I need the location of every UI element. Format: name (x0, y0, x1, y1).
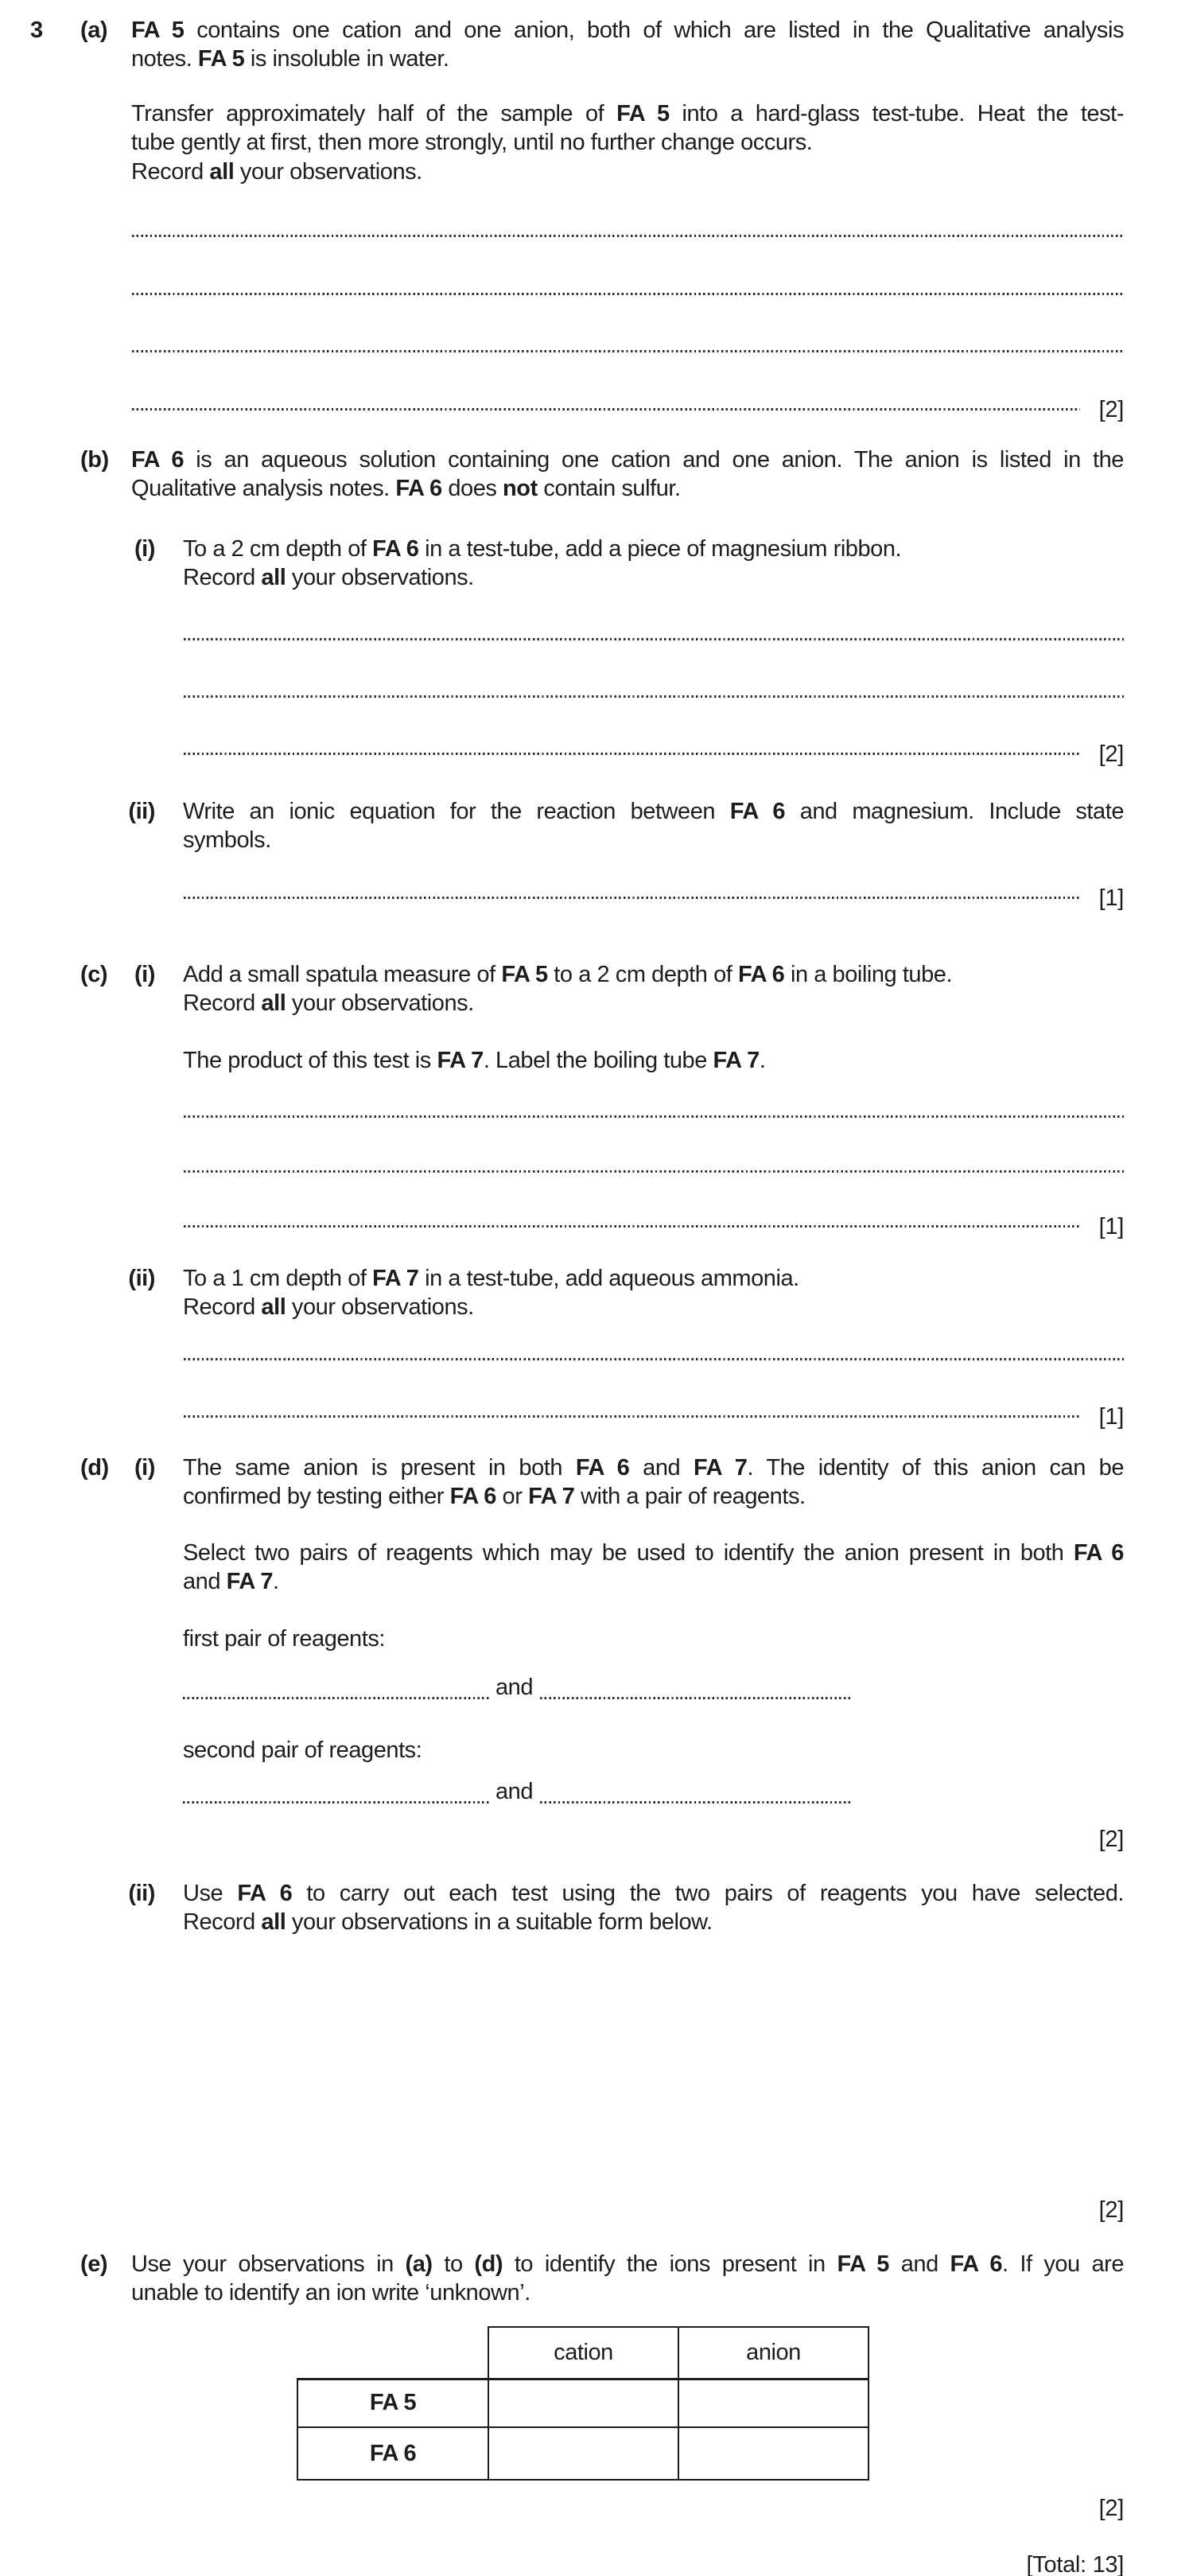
marks-badge-b-i: [2] (1098, 741, 1124, 767)
sub-label-b-i: (i) (134, 536, 155, 562)
answer-cell-fa5-anion (678, 2379, 869, 2427)
and-label: and (495, 1675, 534, 1700)
question-text-a-instruction: Transfer approximately half of the sample of FA 5 into a hard-glass test-tube. Heat the test- tube gently at first, then more strongly, until no further change occurs. (131, 101, 1124, 155)
part-label-d: (d) (80, 1455, 109, 1481)
reagent-pair-line-2 (183, 1777, 850, 1806)
question-text-e: Use your observations in (a) to (d) to identify the ions present in FA 5 and FA 6. If you are unable to identify an ion write ‘unknown’. (131, 2251, 1125, 2306)
answer-line (184, 1358, 1124, 1360)
question-text-d-ii: Use FA 6 to carry out each test using the two pairs of reagents you have selected. Record all your observations in a suitable form below. (183, 1881, 1124, 1935)
answer-line (184, 753, 1080, 755)
answer-cell-fa5-cation (488, 2379, 678, 2427)
sub-label-c-ii: (ii) (128, 1266, 155, 1291)
answer-line (183, 1801, 490, 1804)
first-pair-label: first pair of reagents: (183, 1626, 385, 1652)
answer-line (540, 1801, 850, 1804)
part-label-b: (b) (80, 447, 109, 473)
second-pair-label: second pair of reagents: (183, 1737, 422, 1763)
question-text-a-intro: FA 5 contains one cation and one anion, both of which are listed in the Qualitative analysis notes. FA 5 is insoluble in water. (131, 18, 1124, 72)
marks-badge-e: [2] (1098, 2496, 1124, 2521)
question-text-a-record: Record all your observations. (131, 159, 422, 185)
question-number: 3 (30, 18, 43, 43)
answer-line (184, 695, 1124, 698)
answer-line (184, 897, 1080, 899)
part-label-e: (e) (80, 2251, 108, 2277)
question-text-c-i-product: The product of this test is FA 7. Label the boiling tube FA 7. (183, 1048, 766, 1073)
question-text-c-ii: To a 1 cm depth of FA 7 in a test-tube, add aqueous ammonia. Record all your observations. (183, 1266, 799, 1320)
table-header-anion: anion (678, 2327, 869, 2379)
marks-badge-d-i: [2] (1098, 1827, 1124, 1852)
sub-label-c-i: (i) (134, 962, 155, 987)
sub-label-b-ii: (ii) (128, 799, 155, 824)
question-text-b-ii: Write an ionic equation for the reaction between FA 6 and magnesium. Include state symbols. (183, 799, 1124, 853)
reagent-pair-line-1 (183, 1673, 850, 1702)
table-row-label-fa5: FA 5 (297, 2379, 488, 2427)
answer-line (540, 1697, 850, 1699)
answer-line (132, 350, 1124, 352)
marks-badge-a: [2] (1098, 397, 1124, 422)
total-marks: [Total: 13] (1026, 2552, 1124, 2576)
sub-label-d-i: (i) (134, 1455, 155, 1481)
answer-line (184, 638, 1124, 640)
answer-table (297, 2326, 869, 2481)
answer-line (183, 1697, 490, 1699)
answer-line (132, 408, 1080, 411)
answer-line (184, 1170, 1124, 1173)
sub-label-d-ii: (ii) (128, 1881, 155, 1906)
marks-badge-c-i: [1] (1098, 1214, 1124, 1239)
part-label-a: (a) (80, 18, 108, 43)
part-label-c: (c) (80, 962, 108, 987)
marks-badge-d-ii: [2] (1098, 2197, 1124, 2223)
table-header-cation: cation (488, 2327, 678, 2379)
question-text-d-i-select: Select two pairs of reagents which may be used to identify the anion present in both FA 6 and FA 7. (183, 1540, 1124, 1594)
marks-badge-c-ii: [1] (1098, 1404, 1124, 1430)
and-label: and (495, 1779, 534, 1804)
marks-badge-b-ii: [1] (1098, 885, 1124, 911)
answer-line (184, 1415, 1080, 1418)
question-text-b-intro: FA 6 is an aqueous solution containing one cation and one anion. The anion is listed in the Qualitative analysis notes. FA 6 does not contain sulfur. (131, 447, 1124, 501)
answer-line (132, 235, 1124, 237)
table-row-label-fa6: FA 6 (297, 2427, 488, 2480)
answer-cell-fa6-anion (678, 2427, 869, 2480)
table-corner-cell (297, 2327, 488, 2379)
answer-line (184, 1225, 1080, 1228)
question-text-c-i: Add a small spatula measure of FA 5 to a 2 cm depth of FA 6 in a boiling tube. Record all your observations. (183, 962, 953, 1016)
answer-cell-fa6-cation (488, 2427, 678, 2480)
question-text-b-i: To a 2 cm depth of FA 6 in a test-tube, add a piece of magnesium ribbon. Record all your observations. (183, 536, 902, 590)
answer-line (132, 293, 1124, 295)
question-text-d-i: The same anion is present in both FA 6 and FA 7. The identity of this anion can be confirmed by testing either FA 6 or FA 7 with a pair of reagents. (183, 1455, 1125, 1509)
answer-line (184, 1115, 1124, 1118)
